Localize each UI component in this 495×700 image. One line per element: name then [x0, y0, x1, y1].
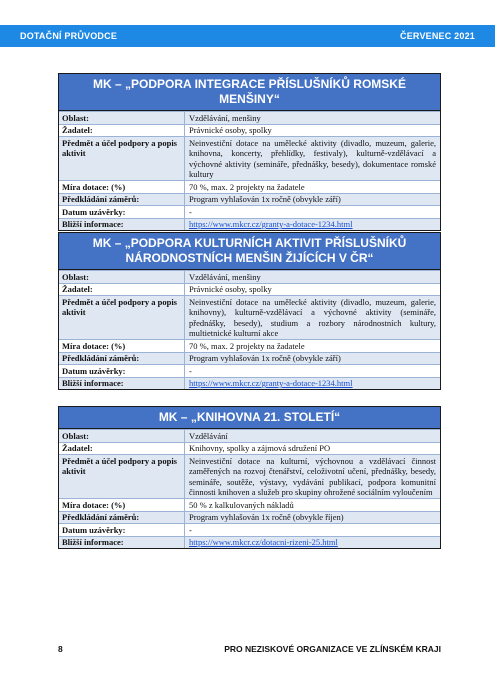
row-value: -	[189, 206, 192, 217]
header-bar	[0, 25, 495, 47]
row-mira-dotace	[59, 339, 440, 352]
row-label: Oblast:	[59, 271, 185, 283]
row-predkladani	[59, 352, 440, 365]
info-link[interactable]: https://www.mkcr.cz/granty-a-dotace-1234.html	[189, 378, 353, 388]
row-value: Neinvestiční dotace na kulturní, výchovnou a vzdělávací činnost zaměřených na rozvoj čtenářství, celoživotní učení, přednášky, besedy, semináře, soutěže, výstavy, vydávání publikací, podpora komunitní činnosti knihoven a služeb pro skupiny ohrožené sociálním vyloučením	[185, 455, 440, 498]
row-mira-dotace	[59, 180, 440, 193]
row-oblast	[59, 270, 440, 283]
row-value: Právnické osoby, spolky	[189, 284, 272, 294]
row-value	[185, 537, 440, 549]
row-value: Program vyhlašován 1x ročně (obvykle říjen)	[185, 512, 440, 524]
row-value	[185, 219, 440, 231]
row-oblast	[59, 429, 440, 442]
header-date: ČERVENEC 2021	[400, 31, 475, 41]
row-predmet	[59, 136, 440, 180]
row-label: Předkládání záměrů:	[59, 512, 185, 524]
row-value	[185, 378, 440, 390]
row-value: Právnické osoby, spolky	[189, 125, 272, 135]
row-value: Knihovny, spolky a zájmová sdružení PO	[189, 443, 331, 453]
row-value: Vzdělávání, menšiny	[185, 112, 440, 124]
row-predkladani	[59, 193, 440, 206]
row-label: Předkládání záměrů:	[59, 194, 185, 206]
page-number: 8	[58, 644, 63, 654]
footer-text: PRO NEZISKOVÉ ORGANIZACE VE ZLÍNSKÉM KRAJI	[224, 644, 441, 654]
row-value: Program vyhlašován 1x ročně (obvykle září)	[185, 194, 440, 206]
row-predmet	[59, 295, 440, 339]
page-footer	[58, 644, 441, 654]
row-label: Předkládání záměrů:	[59, 353, 185, 365]
row-value: Program vyhlašován 1x ročně (obvykle září)	[185, 353, 440, 365]
row-value: Vzdělávání	[185, 430, 440, 442]
row-label: Oblast:	[59, 112, 185, 124]
row-value: 70 %, max. 2 projekty na žadatele	[189, 181, 305, 192]
row-datum-uzaverky	[59, 364, 440, 377]
header-title: DOTAČNÍ PRŮVODCE	[20, 31, 118, 41]
row-blizsi-informace	[59, 218, 440, 231]
row-value: Vzdělávání, menšiny	[185, 271, 440, 283]
row-datum-uzaverky	[59, 205, 440, 218]
row-zadatel	[59, 124, 440, 137]
grant-card-narodnostni-mensiny	[58, 232, 441, 390]
row-label: Datum uzávěrky:	[59, 206, 185, 218]
row-label: Bližší informace:	[59, 219, 185, 231]
row-label: Oblast:	[59, 430, 185, 442]
row-label: Žadatel:	[59, 125, 185, 137]
card-title: MK – „PODPORA KULTURNÍCH AKTIVIT PŘÍSLUŠNÍKŮ NÁRODNOSTNÍCH MENŠIN ŽIJÍCÍCH V ČR“	[59, 233, 440, 270]
grant-card-knihovna	[58, 406, 441, 549]
card-title: MK – „KNIHOVNA 21. STOLETÍ“	[59, 407, 440, 429]
row-label: Míra dotace: (%)	[59, 181, 185, 193]
row-label: Míra dotace: (%)	[59, 499, 185, 511]
row-blizsi-informace	[59, 377, 440, 390]
row-label: Předmět a účel podpory a popis aktivit	[59, 137, 185, 180]
row-blizsi-informace	[59, 536, 440, 549]
info-link[interactable]: https://www.mkcr.cz/granty-a-dotace-1234.html	[189, 219, 353, 229]
row-label: Datum uzávěrky:	[59, 524, 185, 536]
row-value: 50 % z kalkulovaných nákladů	[189, 499, 294, 510]
row-label: Bližší informace:	[59, 537, 185, 549]
row-datum-uzaverky	[59, 523, 440, 536]
row-predmet	[59, 454, 440, 498]
row-label: Předmět a účel podpory a popis aktivit	[59, 455, 185, 498]
grant-card-romska-mensina	[58, 73, 441, 231]
row-label: Bližší informace:	[59, 378, 185, 390]
row-label: Předmět a účel podpory a popis aktivit	[59, 296, 185, 339]
row-value: Neinvestiční dotace na umělecké aktivity (divadlo, muzeum, galerie, knihovny), kulturně-vzdělávací a výchovné aktivity (semináře, přednášky, besedy), studium a rozbory národnostních kultury, multietnické kulturní akce	[185, 296, 440, 339]
row-value: Neinvestiční dotace na umělecké aktivity (divadlo, muzeum, galerie, knihovna, koncerty, přehlídky, festivaly), kulturně-vzdělávací a výchovné aktivity (semináře, přednášky, besedy), dokumentace romské kultury	[185, 137, 440, 180]
card-title: MK – „PODPORA INTEGRACE PŘÍSLUŠNÍKŮ ROMSKÉ MENŠINY“	[59, 74, 440, 111]
row-value: -	[189, 365, 192, 376]
row-label: Míra dotace: (%)	[59, 340, 185, 352]
row-zadatel	[59, 442, 440, 455]
row-mira-dotace	[59, 498, 440, 511]
info-link[interactable]: https://www.mkcr.cz/dotacni-rizeni-25.html	[189, 537, 338, 547]
row-zadatel	[59, 283, 440, 296]
row-value: 70 %, max. 2 projekty na žadatele	[189, 340, 305, 351]
row-predkladani	[59, 511, 440, 524]
row-label: Datum uzávěrky:	[59, 365, 185, 377]
row-label: Žadatel:	[59, 443, 185, 455]
row-value: -	[189, 524, 192, 535]
row-oblast	[59, 111, 440, 124]
row-label: Žadatel:	[59, 284, 185, 296]
